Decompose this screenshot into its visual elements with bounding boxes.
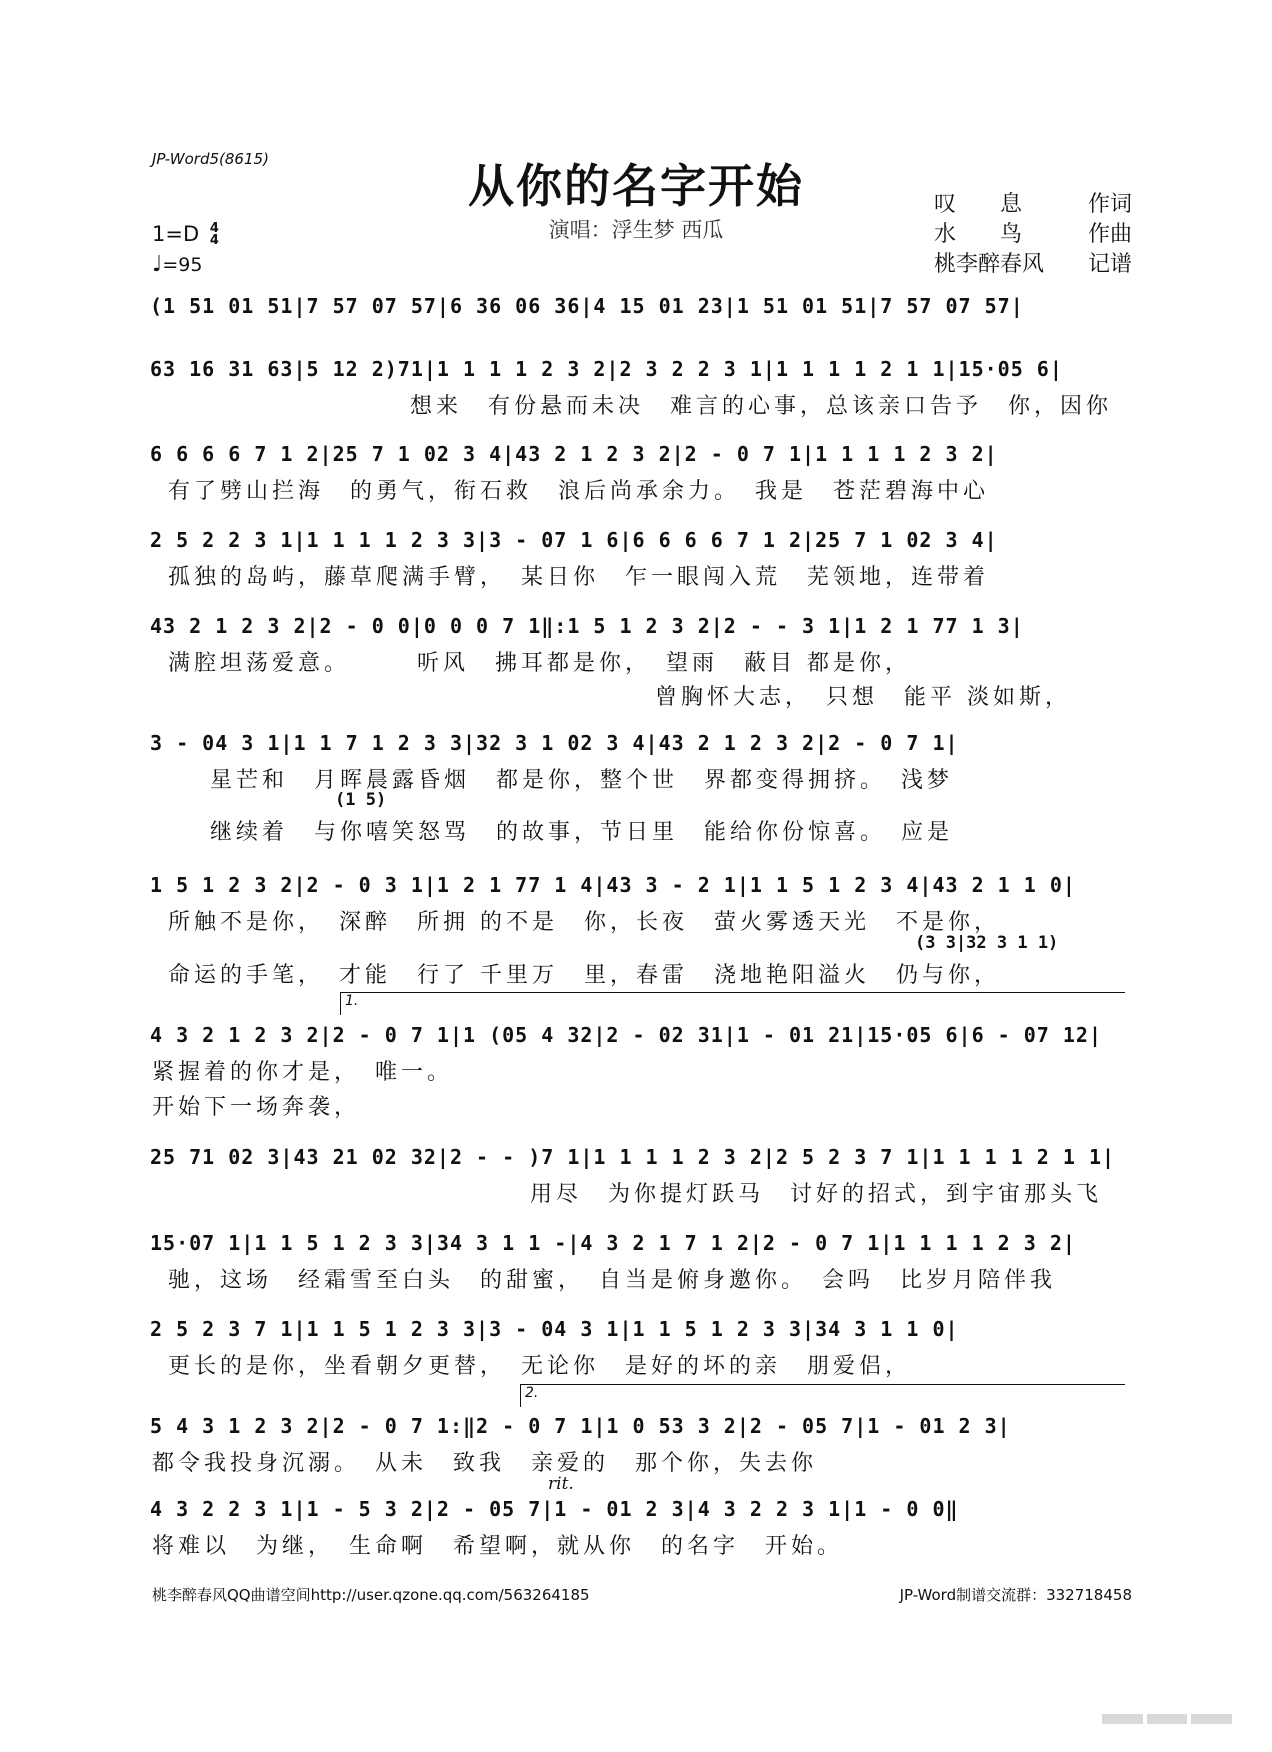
tempo-marking	[152, 252, 203, 277]
lyric-line-6a: 星芒和 月晖晨露昏烟 都是你，整个世 界都变得拥挤。 浅梦	[210, 768, 954, 793]
lyric-line-8b: 开始下一场奔袭，	[152, 1095, 361, 1120]
composer-name: 水 鸟	[934, 222, 1023, 247]
lyric-line-11: 更长的是你，坐看朝夕更替， 无论你 是好的坏的亲 朋爱侣，	[168, 1354, 912, 1379]
footer-right: JP-Word制谱交流群：332718458	[899, 1586, 1132, 1604]
notation-line-12: 5 4 3 1 2 3 2|2 - 0 7 1:‖2 - 0 7 1|1 0 53 3 2|2 - 05 7|1 - 01 2 3|	[150, 1414, 1011, 1438]
time-signature	[210, 223, 219, 247]
key-label: 1=D	[152, 222, 200, 246]
lyric-line-7b: 命运的手笔， 才能 行了 千里万 里，春雷 浇地艳阳溢火 仍与你，	[168, 963, 1000, 988]
time-bottom: 4	[209, 233, 219, 248]
notation-line-3: 6 6 6 6 7 1 2|25 7 1 02 3 4|43 2 1 2 3 2|2 - 0 7 1|1 1 1 1 2 3 2|	[150, 442, 998, 466]
transcriber-role: 记谱	[1087, 252, 1132, 277]
lyric-line-13: 将难以 为继， 生命啊 希望啊，就从你 的名字 开始。	[152, 1534, 844, 1559]
corner-watermark	[1102, 1714, 1232, 1724]
volta-second-ending: 2.	[520, 1384, 1125, 1407]
lyricist-credit	[934, 190, 1132, 220]
notation-line-7: 1 5 1 2 3 2|2 - 0 3 1|1 2 1 77 1 4|43 3 - 2 1|1 1 5 1 2 3 4|43 2 1 1 0|	[150, 873, 1076, 897]
lyric-line-2: 想来 有份悬而未决 难言的心事，总该亲口告予 你，因你	[410, 394, 1113, 419]
notation-line-11: 2 5 2 3 7 1|1 1 5 1 2 3 3|3 - 04 3 1|1 1 5 1 2 3 3|34 3 1 1 0|	[150, 1317, 959, 1341]
lyric-line-9: 用尽 为你提灯跃马 讨好的招式，到宇宙那头飞	[530, 1182, 1103, 1207]
lyric-line-5b: 曾胸怀大志， 只想 能平 淡如斯，	[655, 685, 1071, 710]
lyricist-name: 叹 息	[934, 192, 1023, 217]
ritardando-marking: rit.	[548, 1474, 574, 1494]
credits-block	[934, 190, 1132, 280]
notation-line-8: 4 3 2 1 2 3 2|2 - 0 7 1|1 (05 4 32|2 - 02 31|1 - 01 21|15·05 6|6 - 07 12|	[150, 1023, 1102, 1047]
lyric-line-5a: 满腔坦荡爱意。 听风 拂耳都是你， 望雨 蔽目 都是你，	[168, 651, 911, 676]
time-top: 4	[209, 221, 219, 236]
lyric-line-8a: 紧握着的你才是， 唯一。	[152, 1060, 454, 1085]
notation-line-9: 25 71 02 3|43 21 02 32|2 - - )7 1|1 1 1 1 2 3 2|2 5 2 3 7 1|1 1 1 1 2 1 1|	[150, 1145, 1116, 1169]
alt-notes-6: (1 5)	[335, 790, 387, 810]
tempo-value: =95	[162, 254, 203, 276]
lyric-line-3: 有了劈山拦海 的勇气，衔石救 浪后尚承余力。 我是 苍茫碧海中心	[168, 479, 990, 504]
transcriber-credit	[934, 250, 1132, 280]
lyric-line-10: 驰，这场 经霜雪至白头 的甜蜜， 自当是俯身邀你。 会吗 比岁月陪伴我	[168, 1268, 1057, 1293]
lyric-line-4: 孤独的岛屿，藤草爬满手臂， 某日你 乍一眼闯入荒 芜领地，连带着	[168, 565, 990, 590]
notation-line-5: 43 2 1 2 3 2|2 - 0 0|0 0 0 7 1‖:1 5 1 2 3 2|2 - - 3 1|1 2 1 77 1 3|	[150, 614, 1024, 638]
song-title: 从你的名字开始	[468, 159, 804, 213]
singer-line: 演唱：浮生梦 西瓜	[548, 218, 724, 242]
lyric-line-7a: 所触不是你， 深醉 所拥 的不是 你，长夜 萤火雾透天光 不是你，	[168, 910, 1000, 935]
composer-credit	[934, 220, 1132, 250]
footer-left: 桃李醉春风QQ曲谱空间http://user.qzone.qq.com/563264185	[152, 1586, 590, 1604]
notation-line-6: 3 - 04 3 1|1 1 7 1 2 3 3|32 3 1 02 3 4|43 2 1 2 3 2|2 - 0 7 1|	[150, 731, 959, 755]
notation-line-1: (1 51 01 51|7 57 07 57|6 36 06 36|4 15 01 23|1 51 01 51|7 57 07 57|	[150, 294, 1024, 318]
notation-line-4: 2 5 2 2 3 1|1 1 1 1 2 3 3|3 - 07 1 6|6 6 6 6 7 1 2|25 7 1 02 3 4|	[150, 528, 998, 552]
notation-line-2: 63 16 31 63|5 12 2)71|1 1 1 1 2 3 2|2 3 2 2 3 1|1 1 1 1 2 1 1|15·05 6|	[150, 357, 1063, 381]
notation-line-13: 4 3 2 2 3 1|1 - 5 3 2|2 - 05 7|1 - 01 2 3|4 3 2 2 3 1|1 - 0 0‖	[150, 1497, 959, 1521]
transcriber-name: 桃李醉春风	[934, 252, 1045, 277]
composer-role: 作曲	[1087, 222, 1132, 247]
key-signature	[152, 222, 219, 247]
alt-notes-7: (3 3|32 3 1 1)	[915, 933, 1059, 953]
watermark-mark	[1191, 1714, 1232, 1724]
volta-first-ending: 1.	[340, 992, 1125, 1015]
watermark-mark	[1102, 1714, 1143, 1724]
lyric-line-12: 都令我投身沉溺。 从未 致我 亲爱的 那个你，失去你	[152, 1451, 818, 1476]
notation-line-10: 15·07 1|1 1 5 1 2 3 3|34 3 1 1 -|4 3 2 1 7 1 2|2 - 0 7 1|1 1 1 1 2 3 2|	[150, 1231, 1076, 1255]
quarter-note-icon: ♩	[152, 252, 163, 277]
software-label: JP-Word5(8615)	[152, 150, 269, 168]
watermark-mark	[1147, 1714, 1188, 1724]
lyric-line-6b: 继续着 与你嘻笑怒骂 的故事，节日里 能给你份惊喜。 应是	[210, 820, 954, 845]
lyricist-role: 作词	[1087, 192, 1132, 217]
